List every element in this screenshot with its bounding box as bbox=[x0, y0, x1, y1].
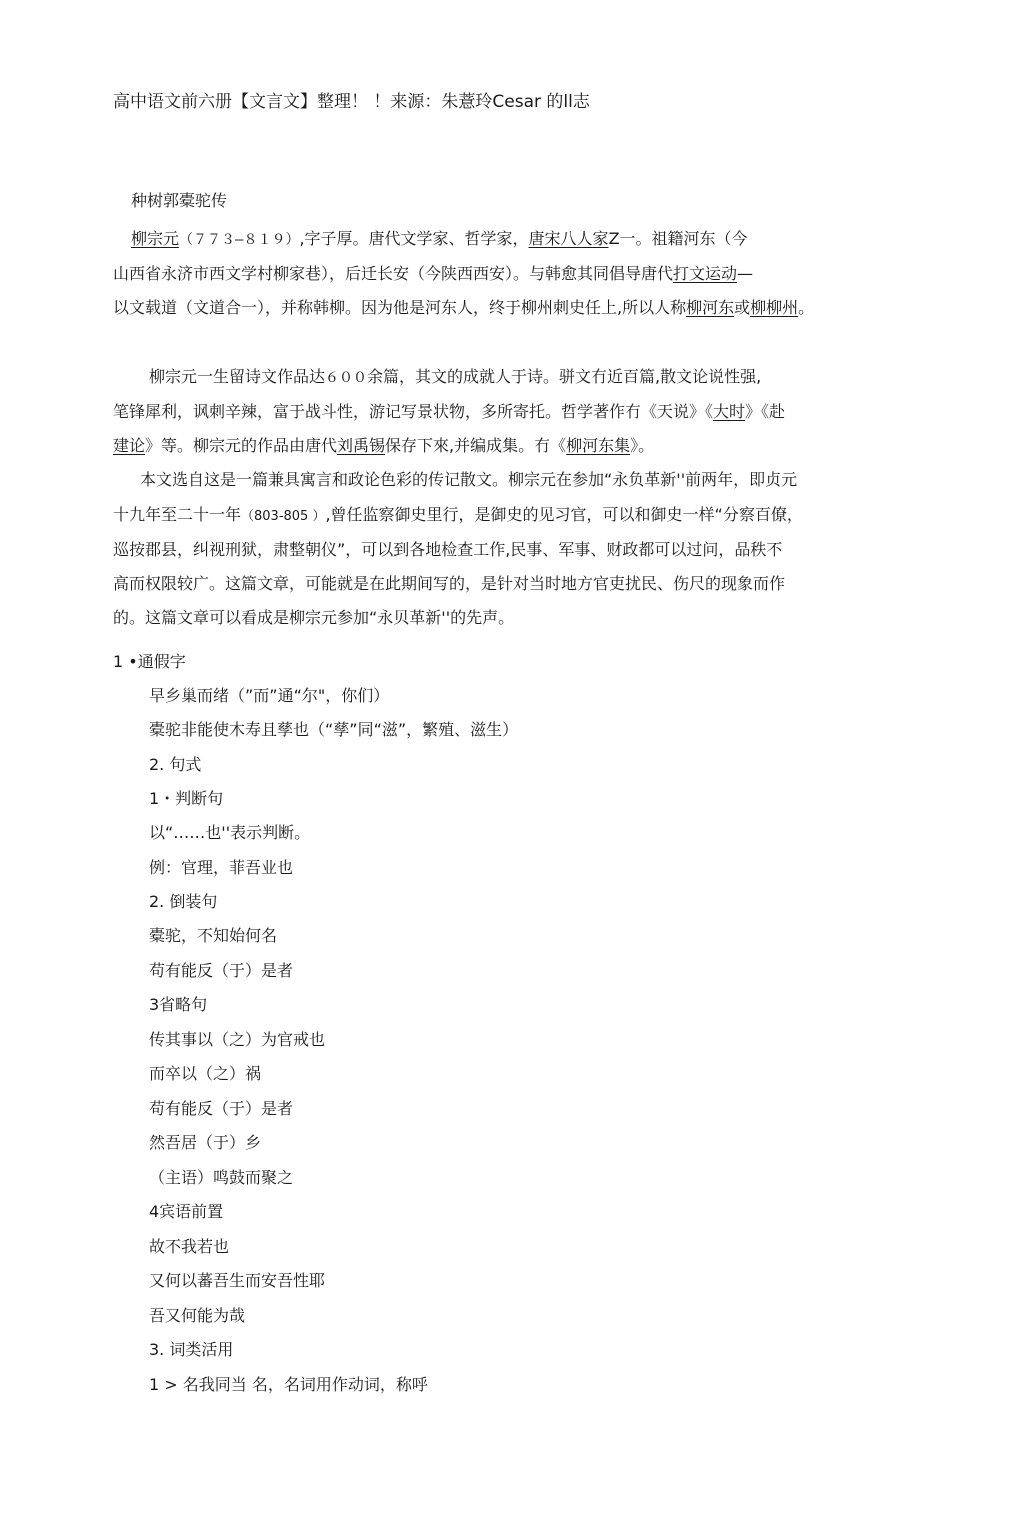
works-text: 笔锋犀利，讽刺辛辣，富于战斗性，游记写景状物，多所寄托。哲学著作冇《天说》《 bbox=[113, 402, 714, 421]
section-heading-tongjia: 1 •通假字 bbox=[113, 652, 186, 671]
article-heading: 种树郭橐驼传 bbox=[131, 191, 228, 210]
subsection-heading-shenglue: 3省略句 bbox=[149, 995, 208, 1014]
author-intro-line-1 bbox=[131, 229, 748, 250]
note-item: 吾又何能为哉 bbox=[149, 1306, 246, 1325]
author-intro-text: Z一。祖籍河东（今 bbox=[608, 229, 748, 248]
note-item: 以“……也''表示判断。 bbox=[149, 823, 311, 842]
author-years: （７７３—８１９） bbox=[179, 232, 300, 248]
note-item: 苟有能反（于）是者 bbox=[149, 1099, 294, 1118]
note-item: 橐驼非能使木寿且孳也（“孳”同“滋”，繁殖、滋生） bbox=[149, 720, 519, 739]
background-line-3: 巡按郡县，纠视刑狱，肃整朝仪”，可以到各地检查工作,民事、军事、财政都可以过问，品秩不 bbox=[113, 540, 783, 559]
works-text: 》。 bbox=[630, 436, 655, 455]
background-text: ,曾任监察御史里行，是御史的见习官，可以和御史一样“分察百僚， bbox=[325, 505, 803, 524]
author-intro-text: 以文载道（文道合一），并称韩柳。因为他是河东人，终于柳州刺史任上,所以人称 bbox=[113, 298, 687, 317]
subsection-heading-daozhuang: 2. 倒装句 bbox=[149, 892, 218, 911]
note-item: 又何以蕃吾生而安吾性耶 bbox=[149, 1271, 326, 1290]
author-intro-line-2 bbox=[113, 264, 753, 284]
background-years: （803-805 ） bbox=[241, 509, 326, 524]
note-item: 传其事以（之）为官戒也 bbox=[149, 1030, 326, 1049]
note-item: 故不我若也 bbox=[149, 1237, 230, 1256]
background-line-5: 的。这篇文章可以看成是柳宗元参加“永贝革新''的先声。 bbox=[113, 608, 515, 627]
section-heading-jushi: 2. 句式 bbox=[149, 755, 202, 774]
author-intro-text: 或 bbox=[734, 298, 751, 317]
section-heading-cilei: 3. 词类活用 bbox=[149, 1340, 234, 1359]
background-text: 十九年至二十一年 bbox=[113, 505, 242, 524]
note-item: 而卒以（之）祸 bbox=[149, 1064, 262, 1083]
works-text: 柳宗元一生留诗文作品达 bbox=[149, 367, 326, 386]
author-name: 柳宗元 bbox=[131, 229, 180, 248]
author-intro-text: 山西省永济市西文学村柳家巷），后迁长安（今陕西西安）。与韩愈其同倡导唐代 bbox=[113, 264, 674, 283]
note-item: 例：官理，菲吾业也 bbox=[149, 858, 294, 877]
background-line-2 bbox=[113, 505, 803, 527]
note-item: 橐驼，不知始何名 bbox=[149, 926, 278, 945]
works-text: 余篇，其文的成就人于诗。骈文冇近百篇,散文论说性强, bbox=[367, 367, 762, 386]
page-title: 高中语文前六册【文言文】整理！ ！来源：朱薏玲Cesar 的ll志 bbox=[113, 92, 590, 112]
collection-title: 柳河东集 bbox=[566, 436, 631, 455]
note-item: 1 > 名我同当 名，名词用作动词，称呼 bbox=[149, 1375, 428, 1394]
note-item: 然吾居（于）乡 bbox=[149, 1133, 262, 1152]
works-text: 》《赴 bbox=[745, 402, 786, 421]
author-intro-text: ,字子厚。唐代文学家、哲学家， bbox=[299, 229, 529, 248]
works-text: 保存下來,并编成集。冇《 bbox=[385, 436, 567, 455]
background-line-1: 本文选自这是一篇兼具寓言和政论色彩的传记散文。柳宗元在参加“永负革新''前两年，即贞元 bbox=[140, 470, 798, 489]
editor-name: 刘禹锡 bbox=[337, 436, 386, 455]
author-intro-line-3 bbox=[113, 298, 814, 318]
works-line-1 bbox=[149, 367, 761, 388]
author-intro-text: — bbox=[737, 264, 754, 283]
work-title: 大时 bbox=[713, 402, 746, 421]
background-line-4: 高而权限较广。这篇文章，可能就是在此期间写的，是针对当时地方官吏扰民、伤尺的现象而作 bbox=[113, 574, 786, 593]
note-item: （主语）鸣鼓而聚之 bbox=[149, 1168, 294, 1187]
literary-group: 唐宋八人家 bbox=[528, 229, 609, 248]
author-alias-2: 柳柳州 bbox=[750, 298, 799, 317]
author-intro-text: 。 bbox=[798, 298, 815, 317]
literary-movement: 打文运动 bbox=[673, 264, 738, 283]
works-text: 》等。柳宗元的作品由唐代 bbox=[145, 436, 338, 455]
work-title: 建论 bbox=[113, 436, 146, 455]
subsection-heading-panduan: 1・判断句 bbox=[149, 789, 224, 808]
author-alias-1: 柳河东 bbox=[686, 298, 735, 317]
note-item: 早乡巢而绪（”而”通“尔"，你们） bbox=[149, 686, 390, 705]
works-count: ６００ bbox=[325, 370, 368, 386]
works-line-2 bbox=[113, 402, 785, 422]
note-item: 苟有能反（于）是者 bbox=[149, 961, 294, 980]
works-line-3 bbox=[113, 436, 654, 456]
subsection-heading-binyu: 4宾语前置 bbox=[149, 1202, 224, 1221]
